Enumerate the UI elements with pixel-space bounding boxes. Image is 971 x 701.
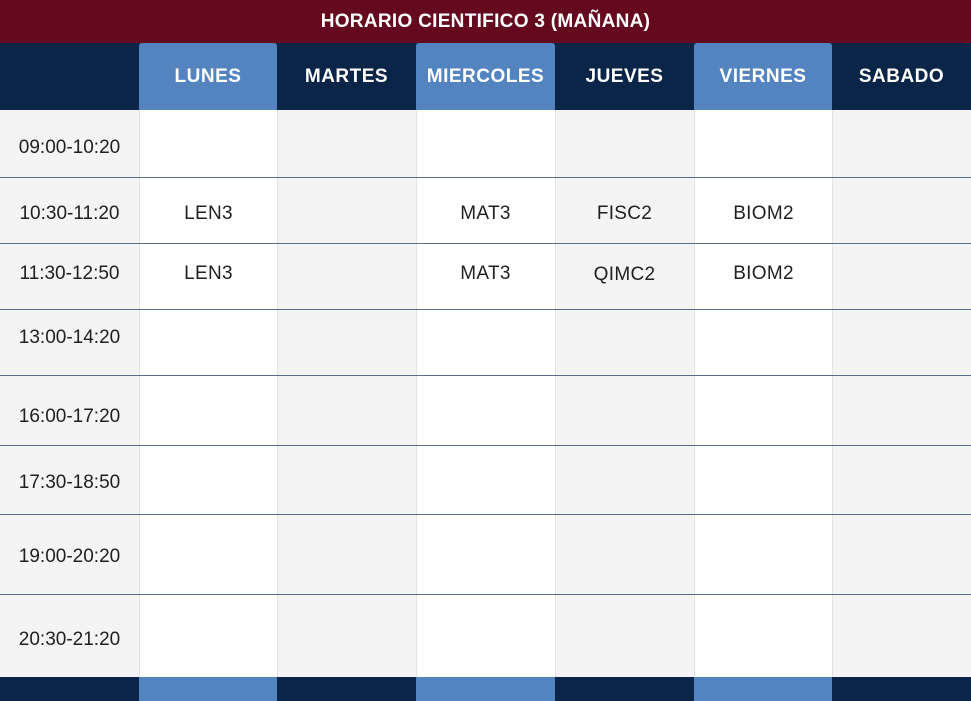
class-cell-jueves-3: QIMC2 <box>593 264 656 285</box>
time-slot-7: 19:00-20:20 <box>18 546 121 567</box>
day-header-lunes: LUNES <box>139 43 277 110</box>
day-header-martes: MARTES <box>304 65 389 87</box>
column-sabado <box>832 110 971 677</box>
day-header-row <box>0 43 971 110</box>
row-divider <box>0 514 971 515</box>
time-slot-5: 16:00-17:20 <box>18 406 121 427</box>
footer-accent-miercoles <box>416 677 555 701</box>
time-slot-2: 10:30-11:20 <box>19 203 120 224</box>
day-header-jueves: JUEVES <box>585 65 664 87</box>
time-slot-6: 17:30-18:50 <box>18 472 121 493</box>
class-cell-miercoles-2: MAT3 <box>460 203 511 224</box>
time-slot-1: 09:00-10:20 <box>18 137 121 158</box>
schedule-title: HORARIO CIENTIFICO 3 (MAÑANA) <box>0 0 971 43</box>
column-martes <box>277 110 416 677</box>
day-header-miercoles: MIERCOLES <box>416 43 555 110</box>
class-cell-lunes-3: LEN3 <box>184 263 233 284</box>
time-slot-8: 20:30-21:20 <box>18 629 121 650</box>
time-slot-4: 13:00-14:20 <box>18 327 121 348</box>
time-slot-3: 11:30-12:50 <box>19 263 120 284</box>
class-cell-jueves-2: FISC2 <box>596 203 653 224</box>
class-cell-miercoles-3: MAT3 <box>460 263 511 284</box>
class-cell-viernes-3: BIOM2 <box>733 263 794 284</box>
row-divider <box>0 594 971 595</box>
row-divider <box>0 375 971 376</box>
class-cell-lunes-2: LEN3 <box>184 203 233 224</box>
footer-accent-viernes <box>694 677 832 701</box>
row-divider <box>0 445 971 446</box>
class-cell-viernes-2: BIOM2 <box>733 203 794 224</box>
footer-accent-lunes <box>139 677 277 701</box>
day-header-sabado: SABADO <box>858 65 945 87</box>
row-divider <box>0 309 971 310</box>
day-header-viernes: VIERNES <box>694 43 832 110</box>
